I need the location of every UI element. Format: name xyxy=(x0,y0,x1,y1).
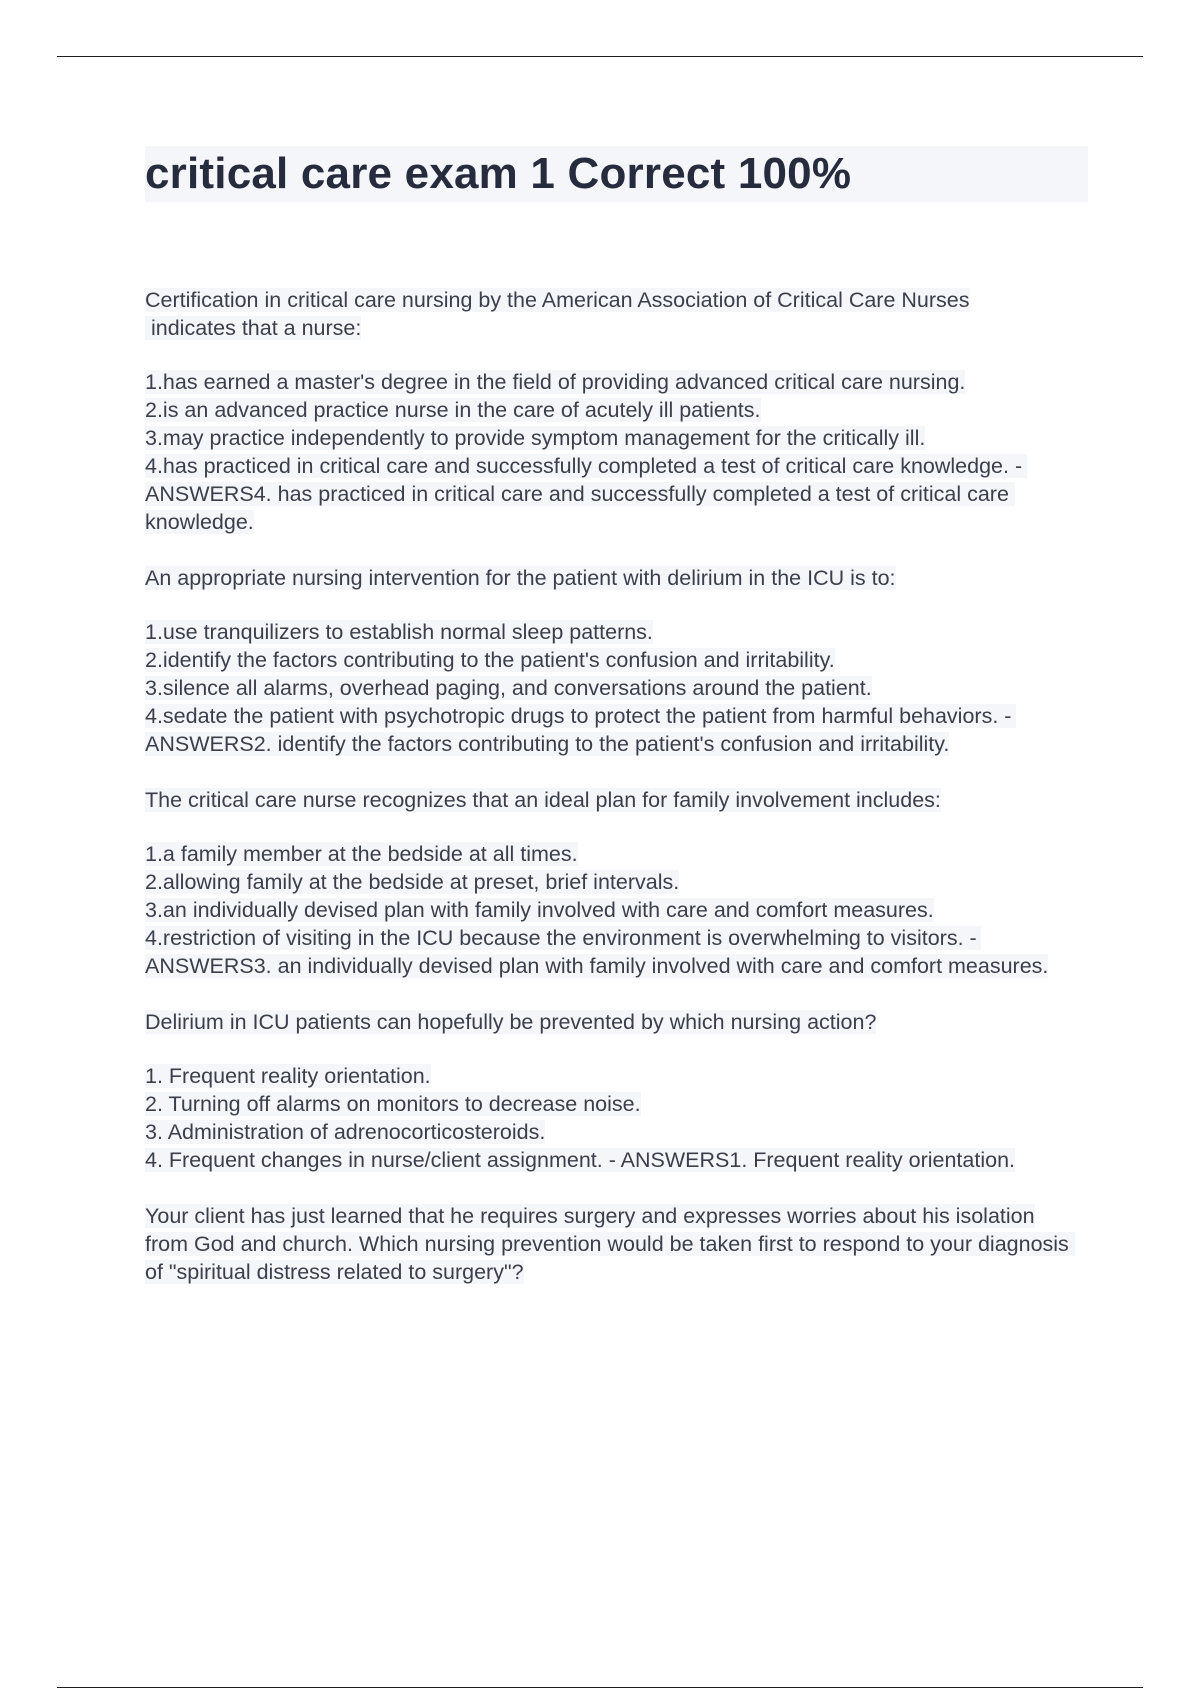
question-stem xyxy=(145,786,1090,814)
answer-option xyxy=(145,674,1090,702)
question-stem-text: An appropriate nursing intervention for the patient with delirium in the ICU is to: xyxy=(145,566,896,590)
answer-option-text: 2.is an advanced practice nurse in the care of acutely ill patients. xyxy=(145,398,761,422)
question-list xyxy=(145,286,1090,1286)
question-2 xyxy=(145,564,1090,758)
question-stem xyxy=(145,564,1090,592)
header-rule xyxy=(57,56,1143,57)
question-stem-text: Your client has just learned that he requires surgery and expresses worries about his isolation from God and church. Which nursing prevention would be taken first to respond to your diagnosis of "spiritual distress related to surgery"? xyxy=(145,1204,1075,1284)
answer-option xyxy=(145,1062,1090,1090)
answer-option-text: 2.identify the factors contributing to the patient's confusion and irritability. xyxy=(145,648,835,672)
answer-option-text: 2.allowing family at the bedside at preset, brief intervals. xyxy=(145,870,680,894)
document-title: critical care exam 1 Correct 100% xyxy=(145,149,852,198)
answer-option xyxy=(145,618,1090,646)
answer-option-with-answer xyxy=(145,452,1090,536)
answer-option xyxy=(145,1118,1090,1146)
question-stem-text: Delirium in ICU patients can hopefully be prevented by which nursing action? xyxy=(145,1010,877,1034)
question-3 xyxy=(145,786,1090,980)
answer-option-with-answer xyxy=(145,702,1090,758)
answer-option-with-answer xyxy=(145,924,1090,980)
answer-option xyxy=(145,396,1090,424)
question-stem xyxy=(145,286,1090,342)
question-5 xyxy=(145,1202,1090,1286)
answer-option xyxy=(145,1090,1090,1118)
answer-option xyxy=(145,424,1090,452)
answer-option xyxy=(145,896,1090,924)
answer-option-text: 4.restriction of visiting in the ICU because the environment is overwhelming to visitors. - ANSWERS3. an individually devised plan with family involved with care and comfort measures. xyxy=(145,926,1049,978)
question-stem xyxy=(145,1008,1090,1036)
answer-option-text: 1.a family member at the bedside at all times. xyxy=(145,842,578,866)
answer-option-text: 4.sedate the patient with psychotropic drugs to protect the patient from harmful behaviors. - ANSWERS2. identify the factors contributing to the patient's confusion and irritability. xyxy=(145,704,1017,756)
question-stem-text: Certification in critical care nursing by the American Association of Critical Care Nurses indicates that a nurse: xyxy=(145,288,970,340)
answer-option-text: 1.use tranquilizers to establish normal sleep patterns. xyxy=(145,620,653,644)
answer-option-text: 3. Administration of adrenocorticosteroids. xyxy=(145,1120,546,1144)
answer-option-text: 1.has earned a master's degree in the field of providing advanced critical care nursing. xyxy=(145,370,966,394)
answer-option-text: 4. Frequent changes in nurse/client assignment. - ANSWERS1. Frequent reality orientation. xyxy=(145,1148,1015,1172)
answer-option-text: 2. Turning off alarms on monitors to decrease noise. xyxy=(145,1092,641,1116)
question-stem xyxy=(145,1202,1090,1286)
answer-option xyxy=(145,840,1090,868)
answer-option-text: 3.an individually devised plan with family involved with care and comfort measures. xyxy=(145,898,934,922)
answer-option xyxy=(145,646,1090,674)
answer-option-text: 3.silence all alarms, overhead paging, and conversations around the patient. xyxy=(145,676,872,700)
footer-rule xyxy=(57,1687,1143,1688)
title-banner xyxy=(145,146,1088,202)
answer-option-text: 4.has practiced in critical care and successfully completed a test of critical care knowledge. - ANSWERS4. has practiced in critical care and successfully completed a test of critical care knowledge. xyxy=(145,454,1027,534)
answer-option-text: 3.may practice independently to provide symptom management for the critically ill. xyxy=(145,426,926,450)
question-1 xyxy=(145,286,1090,536)
answer-option xyxy=(145,368,1090,396)
question-4 xyxy=(145,1008,1090,1174)
document-body xyxy=(145,146,1090,1314)
answer-option-with-answer xyxy=(145,1146,1090,1174)
answer-option-text: 1. Frequent reality orientation. xyxy=(145,1064,431,1088)
answer-option xyxy=(145,868,1090,896)
question-stem-text: The critical care nurse recognizes that an ideal plan for family involvement includes: xyxy=(145,788,941,812)
